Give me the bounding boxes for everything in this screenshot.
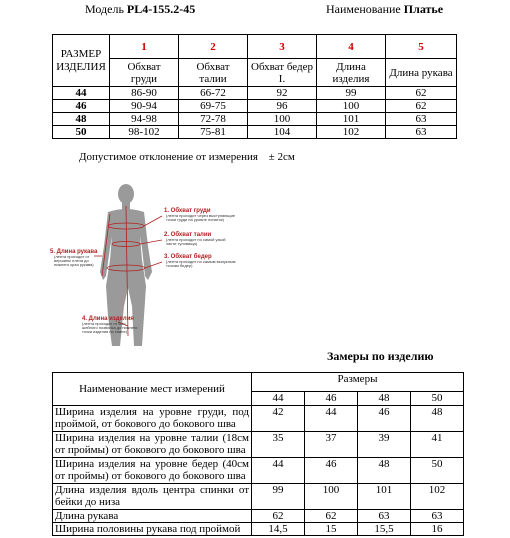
label-bust-note: точки груди на уровне лопаток) bbox=[166, 217, 224, 222]
measure-value: 63 bbox=[411, 510, 464, 523]
measure-name: Ширина изделия на уровне бедер (40см от проймы) от бокового до бокового шва bbox=[53, 458, 252, 484]
measure-value: 44 bbox=[252, 458, 305, 484]
label-waist-note: части туловища) bbox=[166, 241, 198, 246]
size-header-cell bbox=[53, 35, 110, 87]
table-row bbox=[53, 406, 464, 432]
measure-value: 35 bbox=[252, 432, 305, 458]
label-length-note: шейного позвонка до нижнего bbox=[82, 325, 138, 330]
measure-value: 48 bbox=[411, 406, 464, 432]
value-cell: 86-90 bbox=[110, 87, 179, 100]
table-row bbox=[53, 126, 457, 139]
label-bust: 1. Обхват груди bbox=[164, 208, 211, 214]
product-name-value: Платье bbox=[403, 2, 444, 16]
col-header: Обхват талии bbox=[179, 59, 248, 87]
model-heading bbox=[85, 2, 195, 17]
value-cell: 101 bbox=[317, 113, 386, 126]
table-row bbox=[53, 523, 464, 536]
size-col-header: 48 bbox=[358, 392, 411, 406]
col-header: Длина изделия bbox=[317, 59, 386, 87]
measure-name: Ширина половины рукава под проймой bbox=[53, 523, 252, 536]
col-number: 2 bbox=[179, 35, 248, 59]
value-cell: 72-78 bbox=[179, 113, 248, 126]
value-cell: 62 bbox=[386, 87, 457, 100]
measure-name: Длина рукава bbox=[53, 510, 252, 523]
label-sleeve: 5. Длина рукава bbox=[50, 249, 98, 255]
product-name-label: Наименование bbox=[326, 2, 401, 16]
measure-name: Ширина изделия на уровне талии (18см от проймы) от бокового до бокового шва bbox=[53, 432, 252, 458]
value-cell: 96 bbox=[248, 100, 317, 113]
measure-name: Ширина изделия на уровне груди, под проймой, от бокового до бокового шва bbox=[53, 406, 252, 432]
size-col-header: 46 bbox=[305, 392, 358, 406]
table-row bbox=[53, 484, 464, 510]
size-cell: 50 bbox=[53, 126, 110, 139]
measure-value: 62 bbox=[252, 510, 305, 523]
col-header: Длина рукава bbox=[386, 59, 457, 87]
product-name-heading bbox=[326, 2, 443, 17]
label-hips: 3. Обхват бедер bbox=[164, 254, 212, 260]
size-cell: 44 bbox=[53, 87, 110, 100]
size-col-header: 50 bbox=[411, 392, 464, 406]
label-length-note: (лента проходит от 6-го bbox=[82, 321, 126, 326]
tolerance-value: ± 2см bbox=[268, 151, 295, 163]
measure-value: 102 bbox=[411, 484, 464, 510]
measure-value: 63 bbox=[358, 510, 411, 523]
measure-value: 99 bbox=[252, 484, 305, 510]
measure-value: 100 bbox=[305, 484, 358, 510]
value-cell: 69-75 bbox=[179, 100, 248, 113]
measure-value: 50 bbox=[411, 458, 464, 484]
measure-value: 41 bbox=[411, 432, 464, 458]
measure-value: 14,5 bbox=[252, 523, 305, 536]
col-number: 4 bbox=[317, 35, 386, 59]
label-waist-note: (лента проходит по самой узкой bbox=[166, 237, 226, 242]
value-cell: 63 bbox=[386, 113, 457, 126]
model-value: PL4-155.2-45 bbox=[126, 2, 196, 16]
measure-name: Длина изделия вдоль центра спинки от бейки до низа bbox=[53, 484, 252, 510]
col-number: 5 bbox=[386, 35, 457, 59]
model-label: Модель bbox=[85, 2, 124, 16]
value-cell: 90-94 bbox=[110, 100, 179, 113]
label-length-note: точки изделия по спине) bbox=[82, 329, 128, 334]
col-number: 3 bbox=[248, 35, 317, 59]
measure-value: 15,5 bbox=[358, 523, 411, 536]
measure-value: 46 bbox=[305, 458, 358, 484]
measure-value: 16 bbox=[411, 523, 464, 536]
size-header: РАЗМЕР ИЗДЕЛИЯ bbox=[56, 47, 106, 73]
label-bust-note: (лента проходит через выступающие bbox=[166, 213, 236, 218]
label-sleeve-note: вершины плеча до bbox=[54, 258, 89, 263]
value-cell: 94-98 bbox=[110, 113, 179, 126]
measure-value: 44 bbox=[305, 406, 358, 432]
tolerance-note bbox=[79, 151, 295, 163]
measure-value: 39 bbox=[358, 432, 411, 458]
value-cell: 62 bbox=[386, 100, 457, 113]
sizes-header: Размеры bbox=[252, 373, 464, 392]
measure-value: 48 bbox=[358, 458, 411, 484]
measurements-table bbox=[52, 372, 464, 536]
table-row bbox=[53, 510, 464, 523]
table-row bbox=[53, 432, 464, 458]
label-length: 4. Длина изделия bbox=[82, 316, 134, 322]
size-cell: 46 bbox=[53, 100, 110, 113]
col-header: Обхват бедер I. bbox=[248, 59, 317, 87]
label-hips-note: точкам бедер) bbox=[166, 263, 193, 268]
value-cell: 98-102 bbox=[110, 126, 179, 139]
measurement-figure bbox=[48, 176, 318, 352]
value-cell: 100 bbox=[317, 100, 386, 113]
measure-value: 42 bbox=[252, 406, 305, 432]
leader-line bbox=[144, 216, 162, 226]
value-cell: 102 bbox=[317, 126, 386, 139]
size-table bbox=[52, 34, 457, 139]
table-row bbox=[53, 458, 464, 484]
value-cell: 99 bbox=[317, 87, 386, 100]
measure-value: 62 bbox=[305, 510, 358, 523]
table-row bbox=[53, 113, 457, 126]
col-number: 1 bbox=[110, 35, 179, 59]
measurements-title: Замеры по изделию bbox=[327, 349, 434, 363]
measure-value: 101 bbox=[358, 484, 411, 510]
name-header: Наименование мест измерений bbox=[53, 373, 252, 406]
value-cell: 63 bbox=[386, 126, 457, 139]
table-row bbox=[53, 87, 457, 100]
table-row bbox=[53, 100, 457, 113]
value-cell: 75-81 bbox=[179, 126, 248, 139]
size-col-header: 44 bbox=[252, 392, 305, 406]
tolerance-text: Допустимое отклонение от измерения bbox=[79, 151, 258, 163]
label-sleeve-note: (лента проходит от bbox=[54, 254, 90, 259]
value-cell: 92 bbox=[248, 87, 317, 100]
value-cell: 100 bbox=[248, 113, 317, 126]
label-sleeve-note: нижнего края рукава) bbox=[54, 262, 94, 267]
value-cell: 104 bbox=[248, 126, 317, 139]
measure-value: 37 bbox=[305, 432, 358, 458]
size-cell: 48 bbox=[53, 113, 110, 126]
measure-value: 46 bbox=[358, 406, 411, 432]
measure-value: 15 bbox=[305, 523, 358, 536]
value-cell: 66-72 bbox=[179, 87, 248, 100]
col-header: Обхват груди bbox=[110, 59, 179, 87]
label-waist: 2. Обхват талии bbox=[164, 232, 212, 238]
label-hips-note: (лента проходит по самым выпуклым bbox=[166, 259, 236, 264]
